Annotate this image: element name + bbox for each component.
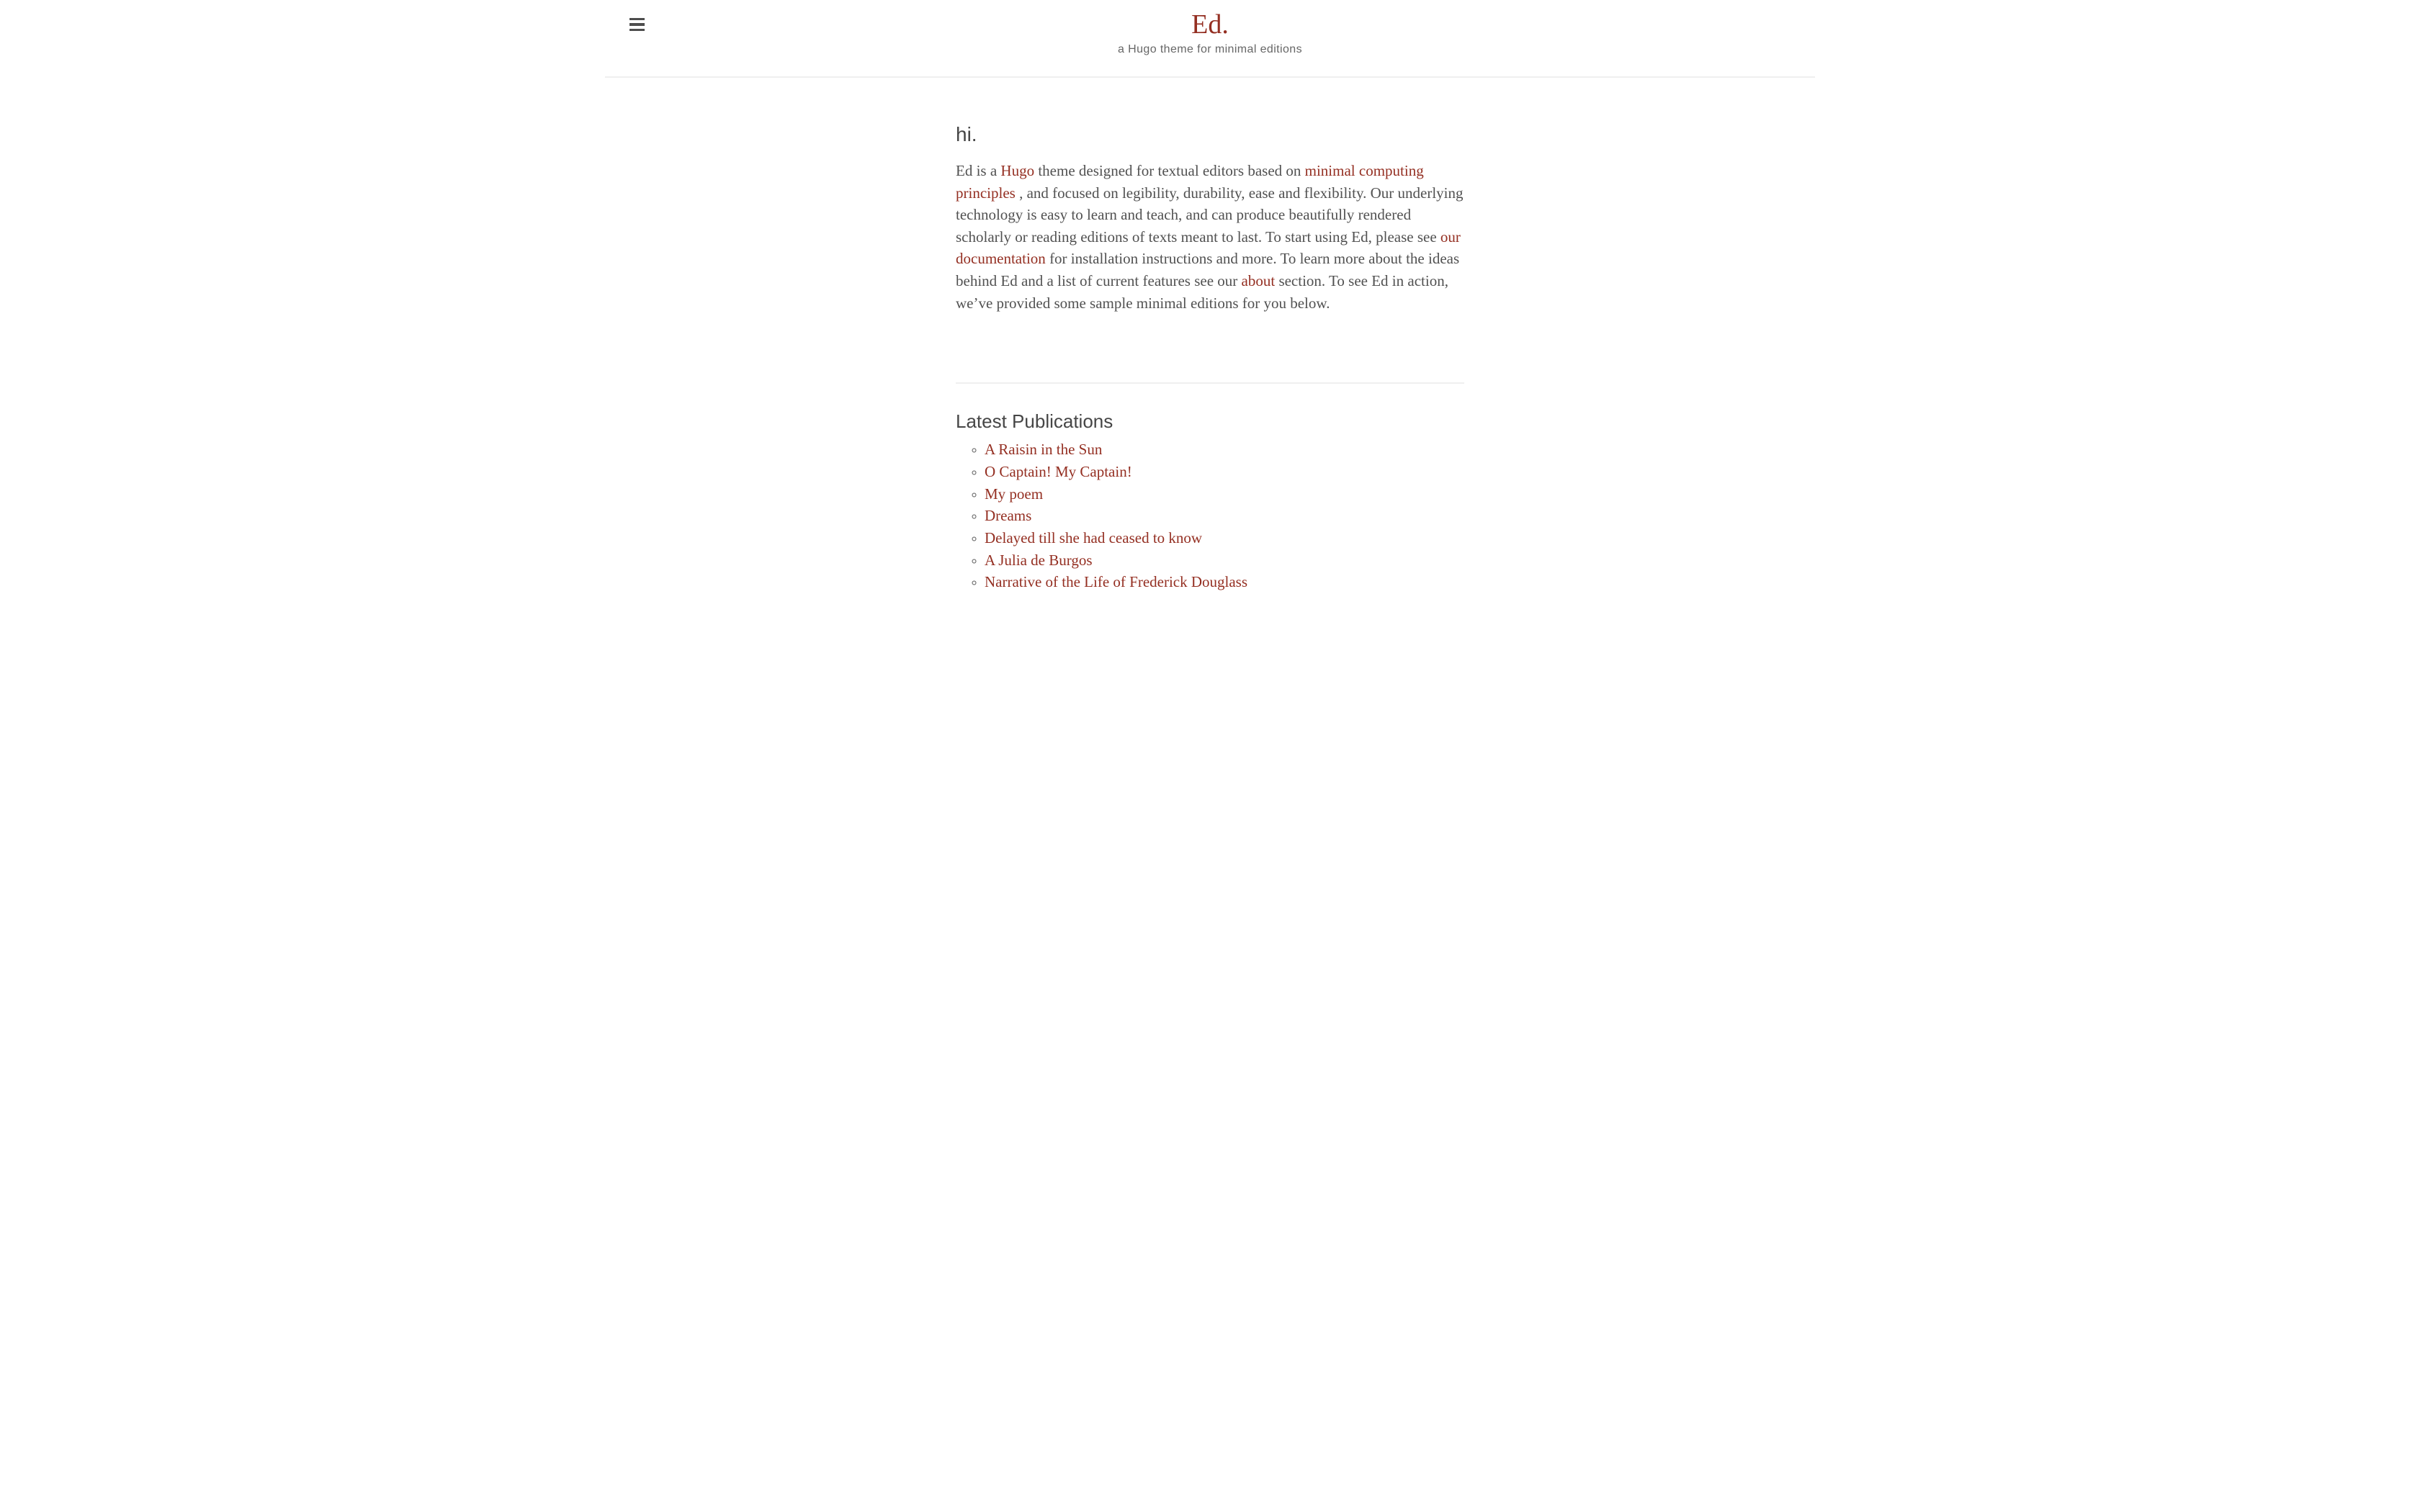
publication-item	[985, 438, 1464, 461]
site-subtitle: a Hugo theme for minimal editions	[1118, 43, 1302, 55]
site-title-link[interactable]: Ed.	[1191, 9, 1229, 40]
main-content	[605, 122, 1815, 593]
hamburger-menu-button[interactable]	[629, 18, 648, 31]
publication-link[interactable]: Narrative of the Life of Frederick Douglass	[985, 573, 1248, 591]
hamburger-icon	[629, 29, 645, 31]
publications-list	[956, 438, 1464, 593]
section-divider	[956, 382, 1464, 384]
site-header	[605, 0, 1815, 78]
publication-item	[985, 527, 1464, 549]
publication-item	[985, 461, 1464, 483]
publication-link[interactable]: O Captain! My Captain!	[985, 462, 1132, 480]
publication-item	[985, 549, 1464, 572]
hamburger-icon	[629, 23, 645, 25]
publication-link[interactable]: Dreams	[985, 507, 1032, 525]
content-column	[956, 122, 1464, 593]
publication-link[interactable]: A Julia de Burgos	[985, 551, 1093, 569]
publications-heading: Latest Publications	[956, 410, 1113, 433]
hugo-link[interactable]: Hugo	[1000, 162, 1035, 179]
documentation-link[interactable]: our documentation	[956, 228, 1461, 268]
about-link[interactable]: about	[1241, 271, 1276, 289]
publication-item	[985, 571, 1464, 593]
publication-link[interactable]: My poem	[985, 485, 1044, 503]
page-heading: hi.	[956, 123, 977, 145]
minimal-computing-principles-link[interactable]: minimal computing principles	[956, 162, 1424, 202]
intro-paragraph: Ed is a Hugo theme designed for textual editors based on minimal computing principles , and focused on legibility, durability, ease and flexibility. Our underlying technology is easy to learn and teach, and can produce beautifully rendered scholarly or reading editions of texts meant to last. To start using Ed, please see our documentation for installation instructions and more. To learn more about the ideas behind Ed and a list of current features see our about section. To see Ed in action, we’ve provided some sample minimal editions for you below.	[956, 162, 1464, 312]
hamburger-icon	[629, 18, 645, 20]
publication-link[interactable]: Delayed till she had ceased to know	[985, 528, 1203, 546]
publication-link[interactable]: A Raisin in the Sun	[985, 441, 1103, 459]
publication-item	[985, 505, 1464, 527]
publication-item	[985, 483, 1464, 505]
